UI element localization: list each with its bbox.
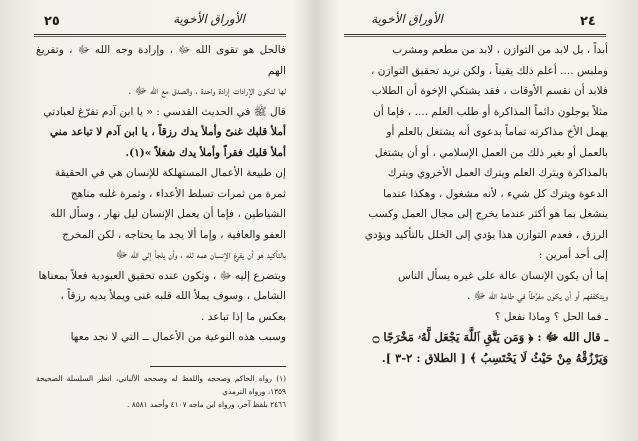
text-line: وسبب هذه النوعية من الأعمال ــ التي لا نجد معها [70, 331, 286, 343]
page-body [344, 40, 608, 368]
text-line: أبداً ، بل لابد من التوازن ، لابد من مطعم ومشرب [392, 44, 608, 56]
text-line: الدعوة ويترك كل شيء ، لأنه مشغول ، وهكذا عندما [383, 187, 608, 200]
text-line: بعكس ما إذا تباعد . [200, 310, 286, 323]
text-line: بالتأكيد هو أن يفرغ الإنسان همه لله ، وأن يلجأ إلى الله ﷻ [115, 249, 286, 261]
hadith-line: أملأ قلبك غنىً وأملأ يدك رزقاً ، يا ابن آدم لا تباعد مني [49, 126, 286, 138]
right-page [322, 0, 638, 441]
text-line: ـ فما الحل ؟ وماذا نفعل ؟ [494, 310, 608, 323]
page-number: ٢٥ [44, 14, 60, 29]
quran-verse-line: ـ قال الله ﷻ : ﴿ وَمَن يَتَّقِ ٱللَّهَ يَجْعَل لَّهُۥ مَخْرَجًا ۝ [372, 330, 608, 344]
text-line: يهمل الأخ مذاكرته تماماً بدعوى أنه يشتغل بالعلم أو [386, 126, 608, 138]
header-rule [344, 34, 606, 35]
footnotes [36, 372, 286, 411]
running-header-title: الأوراق الأخوية [371, 12, 443, 26]
footnote-line: (١) رواه الحاكم وصححه واللفظ له وصححه الألباني، انظر السلسلة الصحيحة ١٣٥٩، ورواه الترمذي [36, 374, 286, 396]
text-line: فالحل هو تقوى الله ﷻ ، وإرادة وجه الله ﷻ ، وتفريغ الهم [36, 44, 286, 77]
text-line: وملبس .... أعلم ذلك يقيناً ، ولكن نريد تحقيق التوازن ، [370, 64, 608, 77]
text-line: الشامل ، وسوف يملأ الله قلبه غنى ويملأ يديه رزقاً ، [60, 290, 286, 302]
text-line: بالعمل أو بغير ذلك من العمل الإسلامي ، أو أن يشتغل [374, 146, 608, 159]
text-line: إما أن يكون الإنسان عالة على غيره يسأل الناس [397, 269, 608, 282]
text-line: لها لتكون الإرادات إرادة واحدة ، والصدق مع الله ﷻ . [128, 85, 286, 97]
text-line: ثمرة من ثمرات تسلط الأعداء ، وثمرة غلبه مناهج [70, 187, 286, 200]
quran-verse-line: وَيَرْزُقْهُ مِنْ حَيْثُ لَا يَحْتَسِبُ ﴾ [ الطلاق : ٢-٣ ]. [381, 350, 608, 365]
text-line: العفو والعافية ، وإما ألا يجد ما يحتاجه ، لكن المخرج [62, 228, 286, 241]
page-body [36, 40, 286, 348]
left-page [0, 0, 316, 441]
text-line: مثلاً يوجلون دائماً المذاكرة أو طلب العلم .... ، فإما أن [373, 105, 608, 118]
footnote-rule [150, 366, 286, 367]
text-line: ويتكففهم أو أن يكون مفرِّطاً في طاعة الله ﷻ . [466, 290, 608, 302]
text-line: قال ﷺ في الحديث القدسي : « يا ابن آدم تفرّغ لعبادتي [43, 105, 286, 118]
text-line: ينشغل بما هو أكثر عندما يخرج إلى مجال العمل وكسب [368, 208, 608, 220]
text-line: إن طبيعة الأعمال المستهلكة للإنسان هي في الحقيقة [55, 167, 286, 179]
text-line: بالمذاكرة ويترك العلم ويترك العمل الأخروي ويترك [387, 167, 608, 179]
text-line: إلى أحد أمرين : [538, 249, 608, 261]
text-line: الشياطين ، فإما أن يعمل الإنسان ليل نهار ، وسأل الله [50, 208, 286, 220]
text-line: ويتضرع إليه ﷻ ، وتكون عنده تحقيق العبودية فعلاً بمعناها [38, 269, 286, 282]
text-line: الرزق ، فعدم التوازن هذا يؤدي إلى الخلل بالتأكيد ويؤدي [364, 228, 608, 241]
page-number: ٢٤ [580, 14, 596, 29]
hadith-line: أملأ قلبك فقراً وأملأ يدك شغلاً »(١). [125, 146, 286, 159]
running-header-title: الأوراق الأخوية [173, 12, 245, 26]
text-line: فلابد أن نقسم الأوقات ، فقد يشتكي الإخوة أن الطلاب [371, 85, 608, 97]
header-rule [34, 34, 286, 35]
footnote-line: ٢٤٦٦ بلفظ آخر، ورواه ابن ماجه ٤١٠٧ وأحمد ٨٥٨١ . [127, 400, 286, 409]
